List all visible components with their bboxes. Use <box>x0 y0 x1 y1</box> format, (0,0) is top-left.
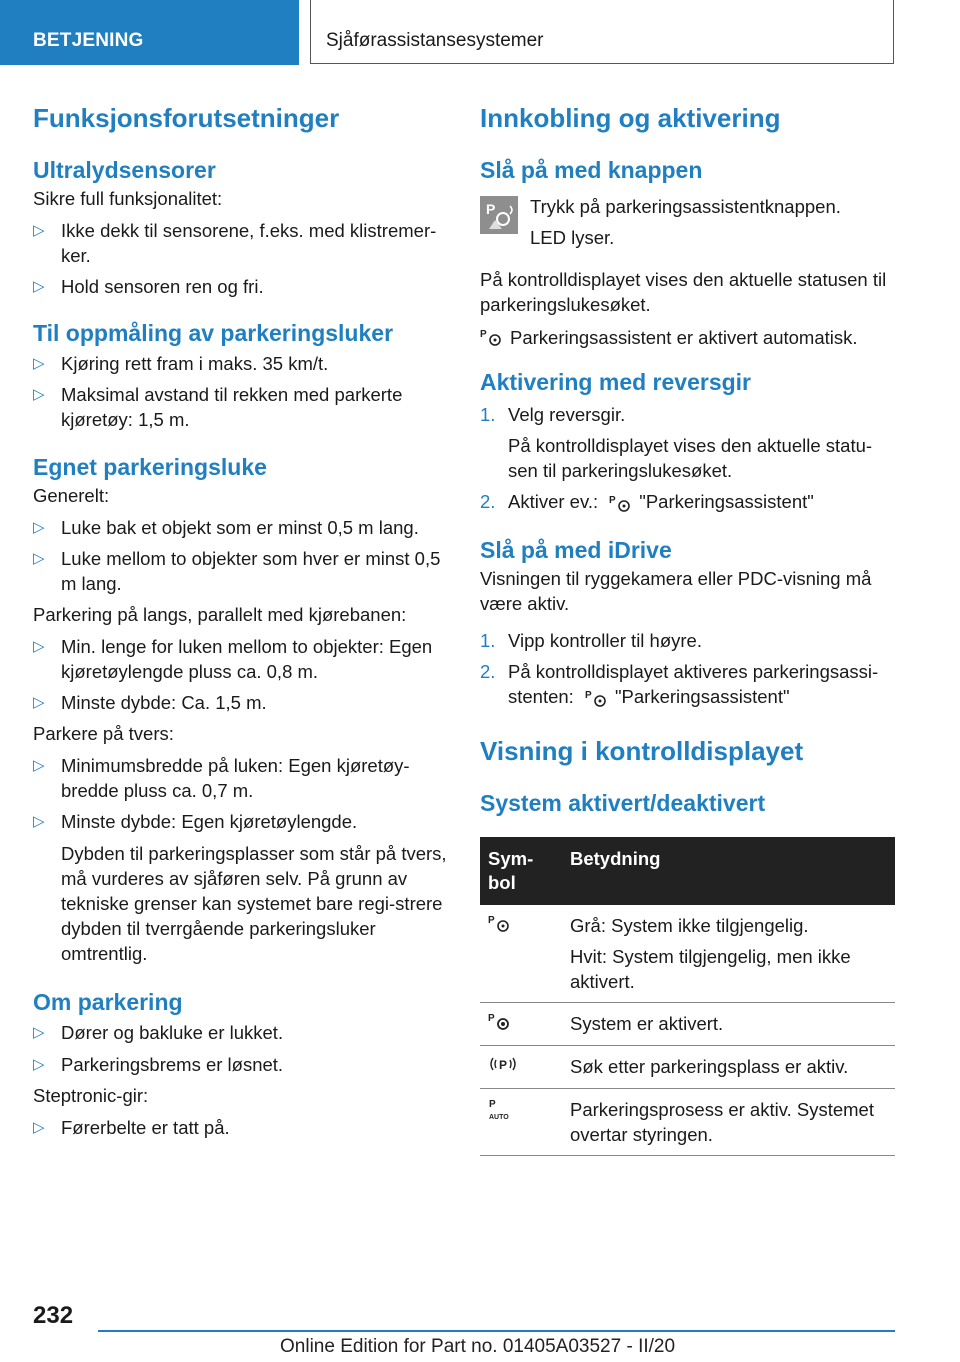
step-text: Trykk på parkeringsassistentknappen. <box>530 196 841 217</box>
svg-text:P: P <box>609 495 616 507</box>
park-assist-gray-icon <box>488 913 512 933</box>
table-row <box>480 1003 895 1046</box>
symbol-cell <box>480 905 562 1003</box>
bullet-item: ▷ Minimumsbredde på luken: Egen kjøretøy-bredde pluss ca. 0,7 m. <box>33 753 453 803</box>
meaning-cell: Parkeringsprosess er aktiv. Systemet overtar styringen. <box>562 1089 895 1156</box>
page-number: 232 <box>33 1302 74 1329</box>
footer-divider <box>98 1330 895 1332</box>
button-step <box>480 194 895 250</box>
numbered-sub: På kontrolldisplayet vises den aktuelle statu-sen til parkeringslukesøket. <box>508 435 873 481</box>
park-assist-button-icon <box>480 196 518 234</box>
park-assist-icon <box>609 493 633 513</box>
bullet-item: ▷ Parkeringsbrems er løsnet. <box>33 1052 453 1077</box>
chapter-label: Sjåførassistansesystemer <box>326 30 544 51</box>
park-assist-icon <box>480 327 504 347</box>
heading-system-status: System aktivert/deaktivert <box>480 790 766 816</box>
bullet-item: ▷ Dører og bakluke er lukket. <box>33 1020 453 1045</box>
symbol-cell <box>480 1089 562 1156</box>
paragraph: Generelt: <box>33 485 110 506</box>
numbered-item: 1. Vipp kontroller til høyre. <box>480 630 702 651</box>
bullet-item: ▷ Min. lenge for luken mellom to objekter: Egen kjøretøylengde pluss ca. 0,8 m. <box>33 634 453 684</box>
bullet-item: ▷ Hold sensoren ren og fri. <box>33 274 453 299</box>
parking-auto-icon <box>488 1097 516 1121</box>
table-header-row <box>480 837 895 905</box>
svg-text:P: P <box>489 1099 496 1110</box>
led-text: LED lyser. <box>530 227 615 248</box>
paragraph: På kontrolldisplayet vises den aktuelle statusen til parkeringslukesøket. <box>480 269 887 315</box>
heading-idrive: Slå på med iDrive <box>480 537 672 563</box>
heading-button: Slå på med knappen <box>480 157 703 183</box>
heading-ultrasound: Ultralydsensorer <box>33 157 216 183</box>
paragraph: Steptronic-gir: <box>33 1085 149 1106</box>
svg-text:P: P <box>488 1013 495 1024</box>
meaning-cell: Søk etter parkeringsplass er aktiv. <box>562 1046 895 1089</box>
note-paragraph: Dybden til parkeringsplasser som står på tvers, må vurderes av sjåføren selv. På grunn av tekniske grenser kan systemet bare regi-strere dybden til tverrgående parkeringsluker omtrentlig. <box>61 843 447 964</box>
park-assist-active-icon <box>488 1011 512 1031</box>
svg-text:P: P <box>584 690 592 702</box>
paragraph: Parkere på tvers: <box>33 723 174 744</box>
numbered-item: 1. Velg reversgir. <box>480 404 626 425</box>
bullet-item: ▷ Minste dybde: Ca. 1,5 m. <box>33 690 453 715</box>
numbered-item: 2. Aktiver ev.: P "Parkeringsassistent" <box>480 491 814 512</box>
section-label: BETJENING <box>33 30 144 51</box>
parking-search-icon <box>488 1054 518 1074</box>
bullet-item: ▷ Førerbelte er tatt på. <box>33 1115 453 1140</box>
auto-label: AUTO <box>489 1114 509 1121</box>
table-row <box>480 905 895 1003</box>
table-row <box>480 1046 895 1089</box>
symbol-cell <box>480 1046 562 1089</box>
heading-reverse: Aktivering med reversgir <box>480 369 752 395</box>
bullet-item: ▷ Kjøring rett fram i maks. 35 km/t. <box>33 351 453 376</box>
heading-parking: Om parkering <box>33 989 183 1015</box>
symbol-table <box>480 837 895 1156</box>
heading-measurement: Til oppmåling av parkeringsluker <box>33 320 394 346</box>
bullet-item: ▷ Maksimal avstand til rekken med parkerte kjøretøy: 1,5 m. <box>33 382 453 432</box>
column-header-symbol: Sym-bol <box>480 837 562 905</box>
svg-text:P: P <box>486 201 496 217</box>
park-assist-icon <box>585 688 609 708</box>
bullet-item: ▷ Luke mellom to objekter som hver er minst 0,5 m lang. <box>33 546 453 596</box>
paragraph: Sikre full funksjonalitet: <box>33 188 223 209</box>
meaning-cell: Grå: System ikke tilgjengelig. Hvit: System tilgjengelig, men ikke aktivert. <box>562 905 895 1003</box>
auto-text: Parkeringsassistent er aktivert automatisk. <box>510 327 858 348</box>
chapter-tab <box>310 0 894 64</box>
bullet-item: ▷ Luke bak et objekt som er minst 0,5 m lang. <box>33 515 453 540</box>
auto-line <box>480 325 895 350</box>
meaning-cell: System er aktivert. <box>562 1003 895 1046</box>
column-header-meaning: Betydning <box>562 837 895 905</box>
section-title: Innkobling og aktivering <box>480 103 781 133</box>
right-column <box>480 100 895 1156</box>
table-row <box>480 1089 895 1156</box>
svg-text:P: P <box>480 329 487 340</box>
heading-suitable-gap: Egnet parkeringsluke <box>33 454 267 480</box>
paragraph: Parkering på langs, parallelt med kjørebanen: <box>33 604 407 625</box>
display-title: Visning i kontrolldisplayet <box>480 736 804 766</box>
bullet-item: ▷ Minste dybde: Egen kjøretøylengde. <box>33 809 453 834</box>
numbered-item: 2. På kontrolldisplayet aktiveres parkeringsassi-stenten: P "Parkeringsassistent" <box>480 661 879 707</box>
symbol-cell <box>480 1003 562 1046</box>
bullet-item: ▷ Ikke dekk til sensorene, f.eks. med klistremer-ker. <box>33 218 453 268</box>
paragraph: Visningen til ryggekamera eller PDC-visning må være aktiv. <box>480 568 872 614</box>
section-title: Funksjonsforutsetninger <box>33 103 340 133</box>
svg-text:P: P <box>499 1058 508 1072</box>
left-column <box>33 100 453 1140</box>
edition-text: Online Edition for Part no. 01405A03527 - II/20 <box>280 1336 676 1357</box>
svg-text:P: P <box>488 915 495 926</box>
section-tab <box>0 0 299 65</box>
